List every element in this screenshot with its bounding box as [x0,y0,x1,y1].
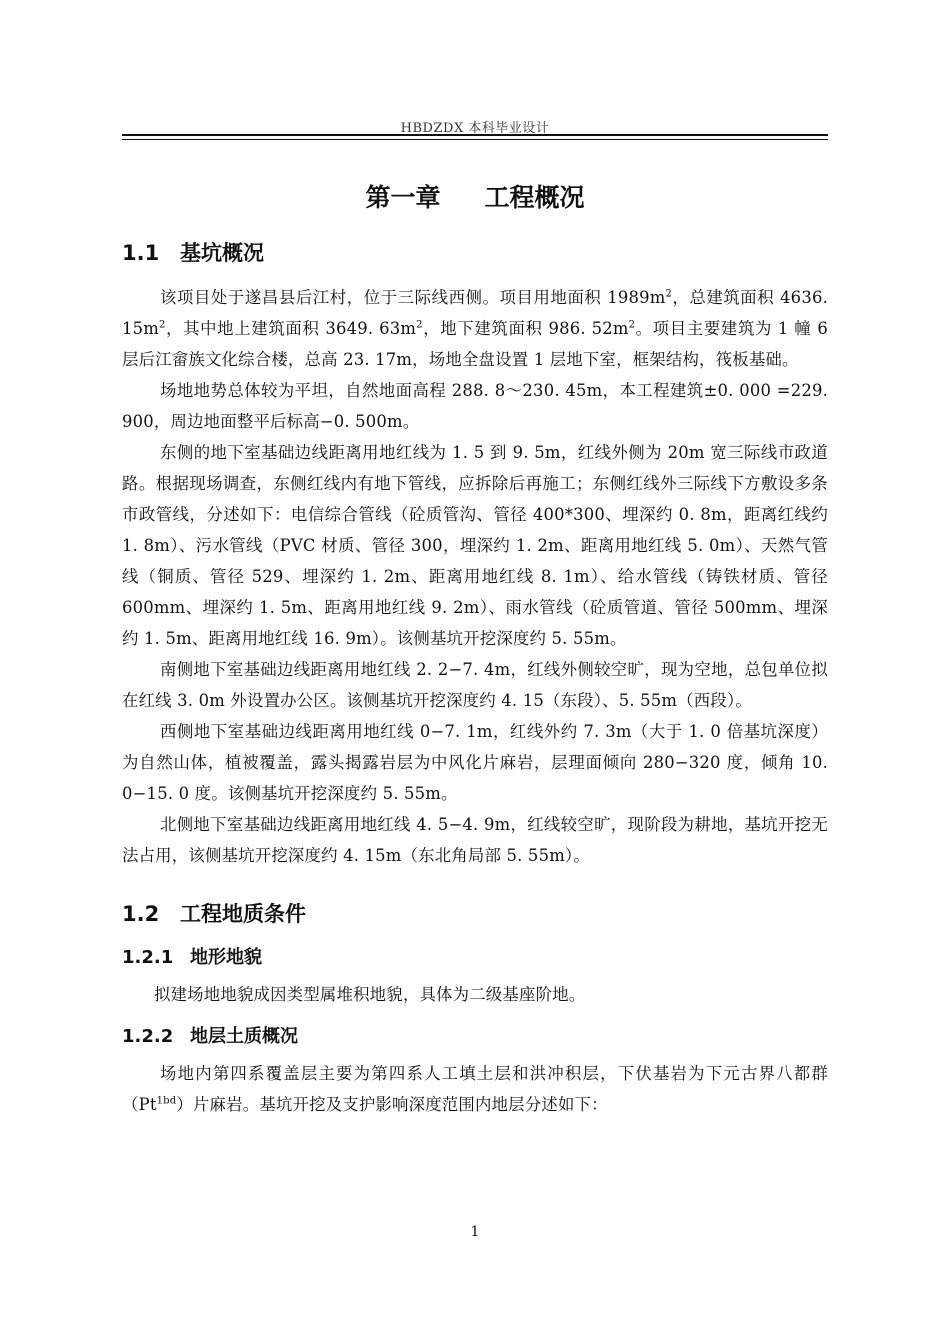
chapter-name: 工程概况 [484,183,585,212]
subsection-heading-1-2-2 [122,1022,828,1052]
paragraph-project-overview: 该项目处于遂昌县后江村，位于三际线西侧。项目用地面积 $1989m^2$，总建筑面积 4636. $15m^2$，其中地上建筑面积 3649. $63m^2$，地下建筑面积 986. $52m^2$。项目主要建筑为 1 幢 6 层后江畲族文化综合楼，总高 23. 17m，场地全盘设置 1 层地下室，框架结构，筏板基础。 [122,288,828,369]
header-rule-thick [122,134,828,136]
page-number: 1 [470,1224,480,1240]
paragraph-north-side: 北侧地下室基础边线距离用地红线 4. 5−4. 9m，红线较空旷，现阶段为耕地，基坑开挖无法占用，该侧基坑开挖深度约 4. 15m（东北角局部 5. 55m）。 [122,815,828,865]
subsection-heading-1-2-1 [122,943,828,973]
page-content [122,170,828,1120]
section-number: 1.2 [122,902,160,926]
section-title: 工程地质条件 [180,902,306,926]
section-heading-1-1 [122,236,828,270]
chapter-number: 第一章 [365,183,441,212]
paragraph-terrain: 场地地势总体较为平坦，自然地面高程 288. 8～230. 45m，本工程建筑±0. 000 =229. 900，周边地面整平后标高−0. 500m。 [122,381,828,431]
section-title: 基坑概况 [180,241,264,265]
section-heading-1-2 [122,897,828,931]
paragraph-south-side: 南侧地下室基础边线距离用地红线 2. 2−7. 4m，红线外侧较空旷，现为空地，总包单位拟在红线 3. 0m 外设置办公区。该侧基坑开挖深度约 4. 15（东段）、5. 55m（西段）。 [122,660,828,710]
running-header: HBDZDX 本科毕业设计 [400,121,550,136]
subsection-number: 1.2.1 [122,947,174,968]
paragraph-landform: 拟建场地地貌成因类型属堆积地貌，具体为二级基座阶地。 [154,985,586,1004]
header-rule-thin [122,139,828,140]
section-number: 1.1 [122,241,160,265]
paragraph-east-side: 东侧的地下室基础边线距离用地红线为 1. 5 到 9. 5m，红线外侧为 20m 宽三际线市政道路。根据现场调查，东侧红线内有地下管线，应拆除后再施工；东侧红线外三际线下方敷设多条市政管线，分述如下：电信综合管线（砼质管沟、管径 400*300、埋深约 0. 8m，距离红线约 1. 8m）、污水管线（PVC 材质、管径 300，埋深约 1. 2m、距离用地红线 5. 0m）、天然气管线（铜质、管径 529、埋深约 1. 2m、距离用地红线 8. 1m）、给水管线（铸铁材质、管径 600mm、埋深约 1. 5m、距离用地红线 9. 2m）、雨水管线（砼质管道、管径 500mm、埋深约 1. 5m、距离用地红线 16. 9m）。该侧基坑开挖深度约 5. 55m。 [122,443,828,648]
subsection-number: 1.2.2 [122,1026,174,1047]
subsection-title: 地层土质概况 [190,1026,298,1047]
chapter-title [122,176,828,220]
paragraph-strata: 场地内第四系覆盖层主要为第四系人工填土层和洪冲积层，下伏基岩为下元古界八都群$(Pt^{1bd})$片麻岩。基坑开挖及支护影响深度范围内地层分述如下： [122,1064,828,1114]
paragraph-west-side: 西侧地下室基础边线距离用地红线 0−7. 1m，红线外约 7. 3m（大于 1. 0 倍基坑深度）为自然山体，植被覆盖，露头揭露岩层为中风化片麻岩，层理面倾向 280−320 度，倾角 10. 0−15. 0 度。该侧基坑开挖深度约 5. 55m。 [122,722,828,803]
subsection-title: 地形地貌 [190,947,262,968]
